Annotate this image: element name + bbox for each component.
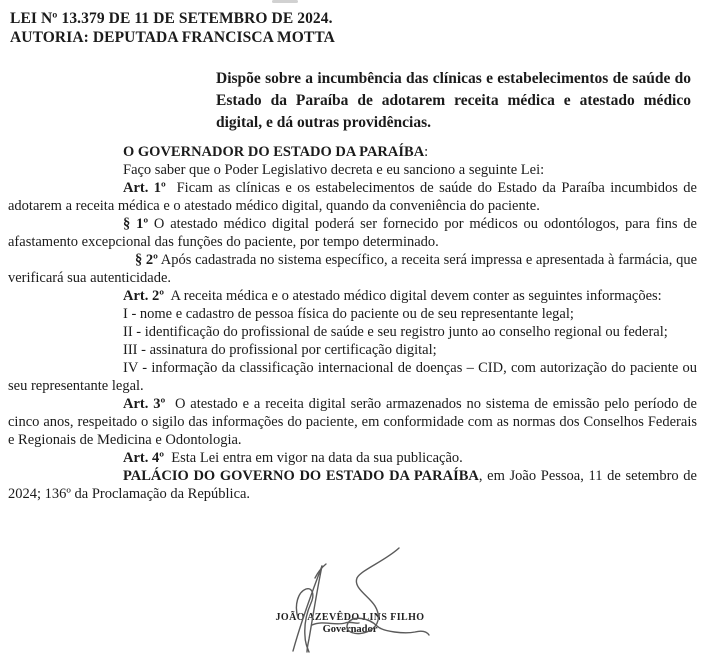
paragraph-item-iii <box>8 341 697 359</box>
paragraph-lead: O GOVERNADOR DO ESTADO DA PARAÍBA <box>123 144 425 160</box>
paragraph-text: III - assinatura do profissional por certificação digital; <box>123 342 437 358</box>
paragraph-art-4 <box>8 449 697 467</box>
law-body <box>8 143 697 503</box>
authorship-line: AUTORIA: DEPUTADA FRANCISCA MOTTA <box>10 29 335 46</box>
signature-block <box>210 612 490 635</box>
paragraph-art-3 <box>8 395 697 449</box>
paragraph-lead: PALÁCIO DO GOVERNO DO ESTADO DA PARAÍBA <box>123 468 479 484</box>
scan-artifact-smudge <box>272 0 298 3</box>
paragraph-text: , em João Pessoa, 11 de setembro de 2024; 136º da Proclamação da República. <box>8 468 697 502</box>
document-header <box>10 9 695 47</box>
paragraph-lead: Art. 4º <box>123 450 165 466</box>
paragraph-preamble-governor <box>8 143 697 161</box>
paragraph-text: IV - informação da classificação internacional de doenças – CID, com autorização do paciente ou seu representante legal. <box>8 360 697 394</box>
paragraph-text: II - identificação do profissional de saúde e seu registro junto ao conselho regional ou federal; <box>123 324 668 340</box>
paragraph-lead: § 2º <box>135 252 158 268</box>
paragraph-text: Faço saber que o Poder Legislativo decreta e eu sanciono a seguinte Lei: <box>123 162 545 178</box>
paragraph-art-2 <box>8 287 697 305</box>
paragraph-art-1-sec-2 <box>8 251 697 287</box>
paragraph-text: I - nome e cadastro de pessoa física do paciente ou de seu representante legal; <box>123 306 574 322</box>
paragraph-art-1-sec-1 <box>8 215 697 251</box>
paragraph-lead: Art. 1º <box>123 180 166 196</box>
paragraph-item-ii <box>8 323 697 341</box>
signer-name: JOÃO AZEVÊDO LINS FILHO <box>275 612 425 623</box>
paragraph-text: O atestado médico digital poderá ser fornecido por médicos ou odontólogos, para fins de afastamento excepcional das funções do paciente, por tempo determinado. <box>8 216 697 250</box>
paragraph-art-1 <box>8 179 697 215</box>
paragraph-text: Ficam as clínicas e os estabelecimentos de saúde do Estado da Paraíba incumbidos de adotarem a receita médica e o atestado médico digital, quando da conveniência do paciente. <box>8 180 697 214</box>
paragraph-text: Após cadastrada no sistema específico, a receita será impressa e apresentada à farmácia, que verificará sua autenticidade. <box>8 252 697 286</box>
paragraph-text: Esta Lei entra em vigor na data da sua publicação. <box>164 450 463 466</box>
paragraph-lead: § 1º <box>123 216 149 232</box>
paragraph-enacting-formula <box>8 161 697 179</box>
paragraph-text: : <box>424 144 429 160</box>
signer-role: Governador <box>322 624 378 635</box>
paragraph-item-iv <box>8 359 697 395</box>
law-summary: Dispõe sobre a incumbência das clínicas e estabelecimentos de saúde do Estado da Paraíba de adotarem receita médica e atestado médico digital, e dá outras providências. <box>216 70 691 131</box>
paragraph-text: O atestado e a receita digital serão armazenados no sistema de emissão pelo período de cinco anos, respeitado o sigilo das informações do paciente, em conformidade com as normas dos Conselhos Federais e Regionais de Medicina e Odontologia. <box>8 396 697 448</box>
paragraph-lead: Art. 2º <box>123 288 165 304</box>
paragraph-enactment-place-date <box>8 467 697 503</box>
paragraph-text: A receita médica e o atestado médico digital devem conter as seguintes informações: <box>164 288 662 304</box>
paragraph-lead: Art. 3º <box>123 396 166 412</box>
law-number-title: LEI Nº 13.379 DE 11 DE SETEMBRO DE 2024. <box>10 10 333 27</box>
handwritten-signature-scribble <box>263 544 445 653</box>
paragraph-item-i <box>8 305 697 323</box>
